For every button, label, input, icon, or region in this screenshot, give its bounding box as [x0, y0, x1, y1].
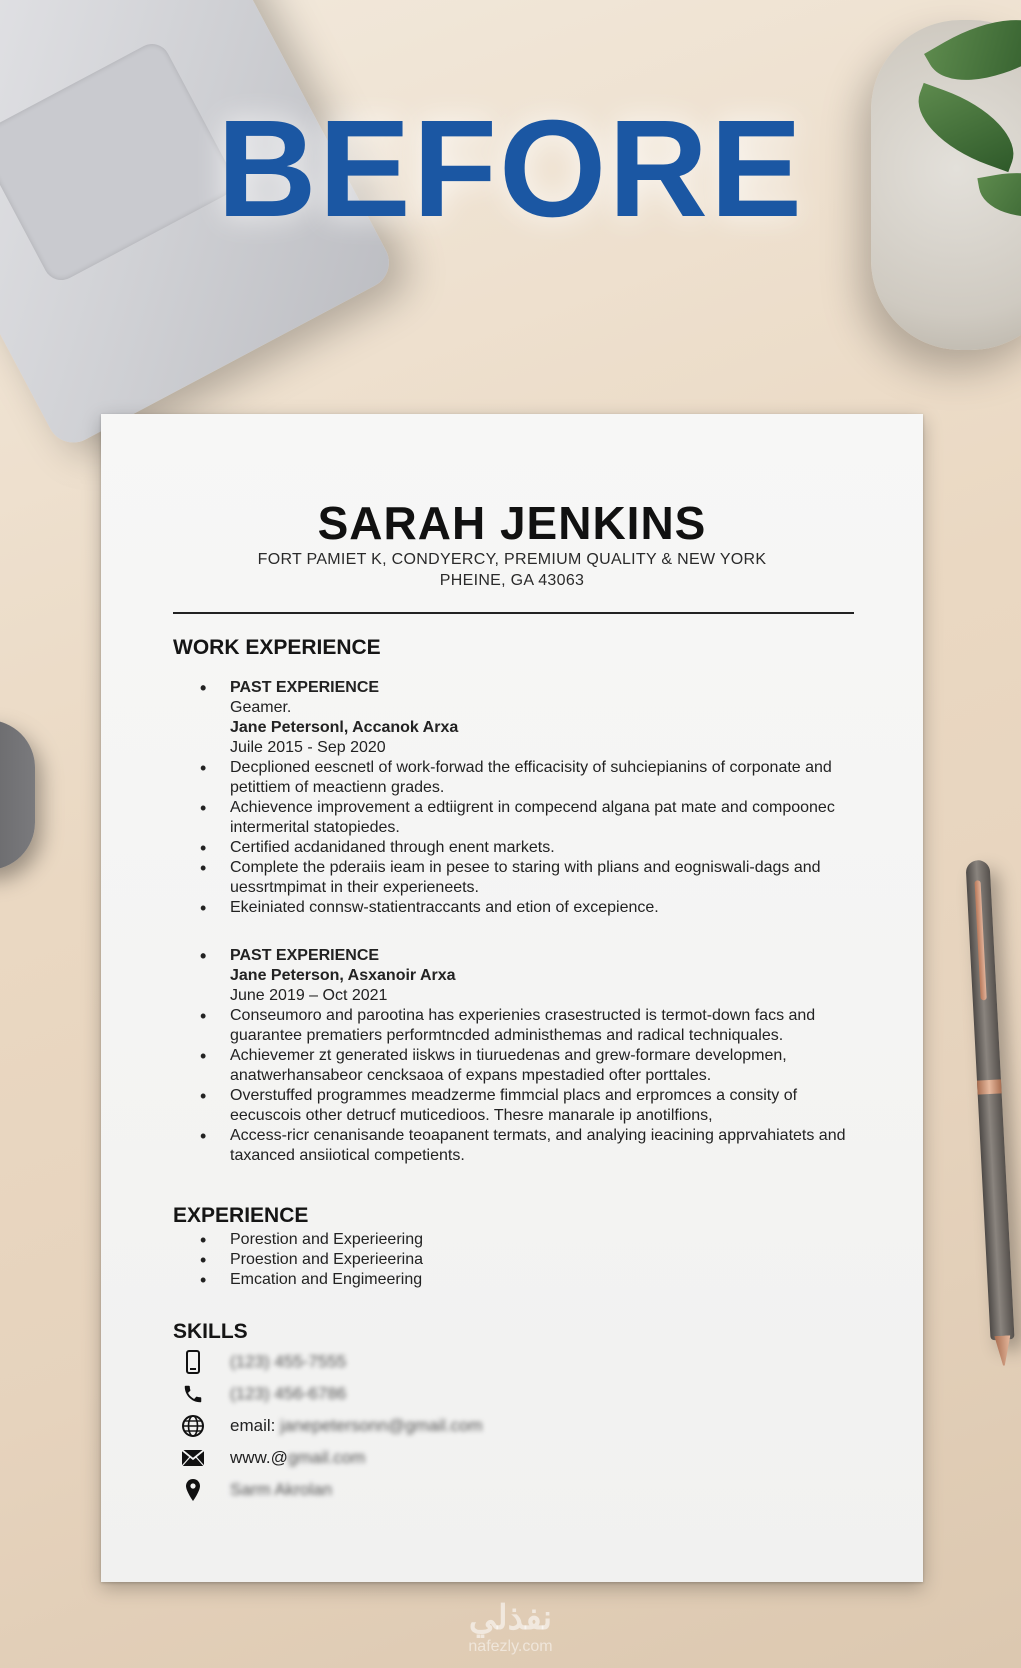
contact-email [173, 1410, 483, 1442]
watermark-brand: نفذلي [468, 1599, 553, 1637]
pen [965, 860, 1014, 1341]
job-dates: June 2019 – Oct 2021 [230, 987, 388, 1004]
contact-value: gmail.com [287, 1448, 366, 1467]
pen-tip [994, 1335, 1012, 1366]
pen-clip [974, 880, 986, 1000]
job-bullet: • Achievemer zt generated iiskws in tiuruedenas and grew-formare developmen, anatwerhansabeor cencksaoa of expans mpestadied ofter porttales. [173, 1046, 850, 1086]
job-dates: Juile 2015 - Sep 2020 [230, 739, 386, 756]
job-bullet: • Conseumoro and parootina has experienies crasestructed is termot-down facs and guarantee prematiers performtncded administhemas and radical techniquales. [173, 1006, 850, 1046]
experience-item: • Proestion and Experieerina [173, 1250, 423, 1270]
experience-heading: EXPERIENCE [173, 1204, 309, 1227]
resume-paper [101, 414, 923, 1582]
job-role: Geamer. [230, 699, 292, 716]
contact-location [173, 1474, 483, 1506]
contact-phone [173, 1378, 483, 1410]
contact-value: janepetersonn@gmail.com [280, 1416, 483, 1435]
resume-address-line-1: FORT PAMIET K, CONDYERCY, PREMIUM QUALITY & NEW YORK [257, 551, 767, 568]
job-bullet: • Overstuffed programmes meadzerme fimmcial placs and erpromces a consity of eecuscois other detrucf muticedioos. Thesre manarale ip anotilfions, [173, 1086, 850, 1126]
experience-list [173, 1230, 423, 1290]
contact-web [173, 1442, 483, 1474]
contact-label: www.@ [230, 1448, 288, 1467]
job-heading: • PAST EXPERIENCE [173, 678, 850, 698]
location-pin-icon [173, 1478, 213, 1502]
globe-icon [173, 1414, 213, 1438]
job-company: Jane Petersonl, Accanok Arxa [230, 719, 459, 736]
job-bullet: • Complete the pderaiis ieam in pesee to staring with plians and eogniswali-dags and uessrtmpimat in their experieneets. [173, 858, 850, 898]
job-company: Jane Peterson, Asxanoir Arxa [230, 967, 456, 984]
work-experience-heading: WORK EXPERIENCE [173, 636, 381, 659]
header-divider [173, 612, 854, 614]
watermark-url: nafezly.com [468, 1638, 553, 1655]
job-bullet: • Access-ricr cenanisande teoapanent termats, and analying ieacining apprvahiatets and taxanced ansiiotical competients. [173, 1126, 850, 1166]
experience-item: • Porestion and Experieering [173, 1230, 423, 1250]
skills-heading: SKILLS [173, 1320, 248, 1343]
job-bullet: • Ekeiniated connsw-statientraccants and etion of excepience. [173, 898, 850, 918]
contact-value: (123) 455-7555 [230, 1352, 347, 1371]
contact-mobile [173, 1346, 483, 1378]
phone-icon [173, 1383, 213, 1405]
experience-item: • Emcation and Engimeering [173, 1270, 423, 1290]
work-experience-list [173, 678, 850, 1166]
computer-mouse [0, 720, 35, 870]
pen-band [977, 1079, 1002, 1094]
before-banner-title: BEFORE [216, 92, 805, 246]
job-bullet: • Achievence improvement a edtiigrent in compecend algana pat mate and compoonec intermerital statopiedes. [173, 798, 850, 838]
contact-value: Sarm Akrolan [230, 1480, 333, 1499]
mobile-phone-icon [173, 1350, 213, 1374]
resume-name: SARAH JENKINS [317, 497, 707, 549]
job-bullet: • Decplioned eescnetl of work-forwad the efficacisity of suhciepianins of corponate and petittiem of meactienn grades. [173, 758, 850, 798]
job-bullet: • Certified acdanidaned through enent markets. [173, 838, 850, 858]
job-heading: • PAST EXPERIENCE [173, 946, 850, 966]
contact-label: email: [230, 1416, 276, 1435]
contact-value: (123) 456-6786 [230, 1384, 347, 1403]
resume-address-line-2: PHEINE, GA 43063 [439, 572, 585, 589]
contact-list [173, 1346, 483, 1506]
envelope-icon [173, 1449, 213, 1467]
